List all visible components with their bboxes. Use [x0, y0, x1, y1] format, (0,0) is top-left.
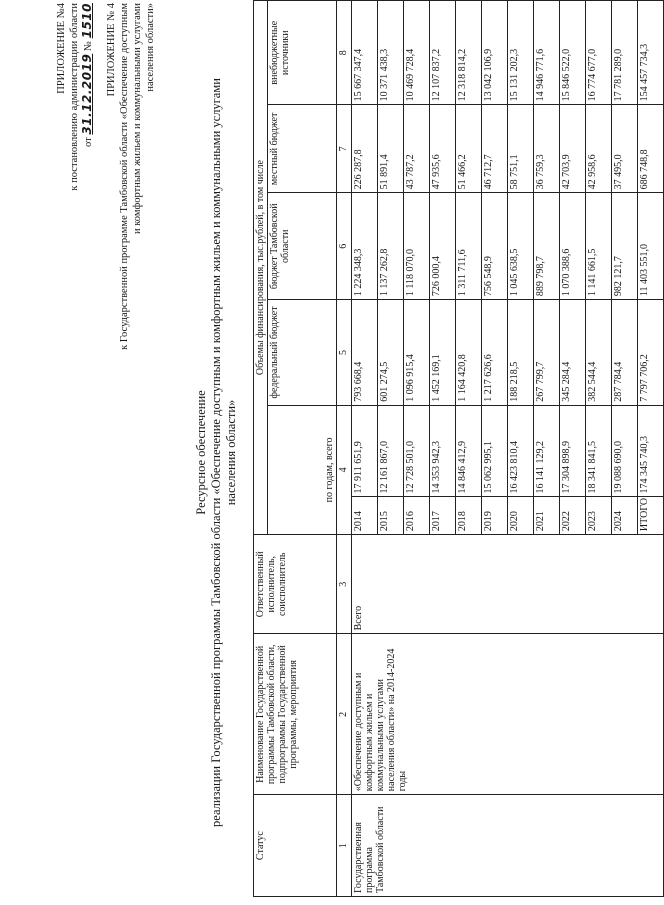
appendix-program-line2: и комфортным жильем и коммунальными услугами [132, 3, 143, 235]
document-title [194, 0, 239, 905]
column-number: 8 [337, 1, 352, 105]
cell-local: 36 759,3 [534, 105, 560, 193]
cell-local: 43 787,2 [404, 105, 430, 193]
cell-federal: 1 096 915,4 [404, 300, 430, 406]
header-local: местный бюджет [268, 105, 337, 193]
cell-extra: 15 131 202,3 [508, 1, 534, 105]
cell-local: 42 958,6 [586, 105, 612, 193]
document-title-line1: Ресурсное обеспечение [194, 390, 208, 515]
cell-local: 37 495,0 [612, 105, 638, 193]
number-prefix: № [83, 41, 94, 52]
cell-regional: 1 224 348,3 [352, 193, 378, 300]
cell-local: 51 891,4 [378, 105, 404, 193]
cell-total: 14 846 412,9 [456, 405, 482, 497]
cell-status: Государственная программа Тамбовской области [352, 795, 664, 897]
appendix-program-title: ПРИЛОЖЕНИЕ № 4 [106, 3, 117, 97]
column-number: 5 [337, 300, 352, 406]
cell-year: ИТОГО [638, 497, 664, 535]
cell-year: 2021 [534, 497, 560, 535]
cell-year: 2017 [430, 497, 456, 535]
cell-regional: 1 070 388,6 [560, 193, 586, 300]
cell-total: 15 062 995,1 [482, 405, 508, 497]
cell-regional: 1 137 262,8 [378, 193, 404, 300]
cell-extra: 14 946 771,6 [534, 1, 560, 105]
column-number-row [337, 1, 352, 897]
date-prefix: от [83, 137, 94, 147]
cell-federal: 382 544,4 [586, 300, 612, 406]
cell-year: 2016 [404, 497, 430, 535]
cell-regional: 726 000,4 [430, 193, 456, 300]
handwritten-number: 1510 [80, 3, 94, 39]
cell-federal: 1 452 169,1 [430, 300, 456, 406]
column-number: 7 [337, 105, 352, 193]
header-by-year: по годам, всего [268, 405, 337, 534]
cell-year: 2019 [482, 497, 508, 535]
cell-local: 47 935,6 [430, 105, 456, 193]
table-body [352, 1, 664, 897]
appendix-main-date-line [81, 3, 95, 191]
column-number: 3 [337, 535, 352, 634]
cell-name: «Обеспечение доступным и комфортным жильем и коммунальными услугами населения области» на 2014-2024 годы [352, 634, 664, 795]
cell-federal: 7 797 706,2 [638, 300, 664, 406]
header-executor: Ответственный исполнитель, соисполнитель [254, 535, 337, 634]
header-financing: Объемы финансирования, тыс.рублей, в том числе [254, 1, 268, 535]
table-row [352, 1, 378, 897]
cell-total: 174 345 740,3 [638, 405, 664, 497]
appendix-main-line1: к постановлению администрации области [69, 3, 80, 191]
cell-regional: 1 045 638,5 [508, 193, 534, 300]
appendix-program-line3: населения области» [145, 3, 156, 92]
header-status: Статус [254, 795, 337, 897]
handwritten-date: 31.12.2019 [80, 53, 94, 135]
cell-local: 226 287,8 [352, 105, 378, 193]
cell-year: 2018 [456, 497, 482, 535]
cell-year: 2020 [508, 497, 534, 535]
cell-regional: 1 311 711,6 [456, 193, 482, 300]
cell-federal: 793 668,4 [352, 300, 378, 406]
cell-regional: 756 548,9 [482, 193, 508, 300]
column-number: 6 [337, 193, 352, 300]
cell-extra: 16 774 677,0 [586, 1, 612, 105]
cell-federal: 287 784,4 [612, 300, 638, 406]
cell-regional: 11 403 551,0 [638, 193, 664, 300]
cell-total: 14 353 942,3 [430, 405, 456, 497]
column-number: 4 [337, 405, 352, 534]
cell-year: 2022 [560, 497, 586, 535]
cell-total: 17 304 898,9 [560, 405, 586, 497]
cell-extra: 17 781 289,0 [612, 1, 638, 105]
header-name: Наименование Государственной программы Тамбовской области, подпрограммы Государственной программы, мероприятия [254, 634, 337, 795]
header-federal: федеральный бюджет [268, 300, 337, 406]
cell-extra: 15 667 347,4 [352, 1, 378, 105]
cell-federal: 601 274,5 [378, 300, 404, 406]
cell-local: 42 703,9 [560, 105, 586, 193]
appendix-program [105, 3, 157, 350]
cell-year: 2024 [612, 497, 638, 535]
cell-total: 17 911 651,9 [352, 405, 378, 497]
document-title-line3: населения области» [224, 399, 238, 506]
financing-table [253, 0, 664, 897]
cell-extra: 10 469 728,4 [404, 1, 430, 105]
appendix-main [55, 3, 95, 191]
cell-extra: 13 042 106,9 [482, 1, 508, 105]
cell-federal: 1 217 626,6 [482, 300, 508, 406]
cell-local: 58 751,1 [508, 105, 534, 193]
document-title-line2: реализации Государственной программы Тамбовской области «Обеспечение доступным и комфортным жильем и коммунальными услугами [209, 78, 223, 827]
cell-total: 19 088 690,0 [612, 405, 638, 497]
cell-extra: 12 107 837,2 [430, 1, 456, 105]
cell-local: 686 748,8 [638, 105, 664, 193]
cell-regional: 1 118 070,0 [404, 193, 430, 300]
cell-executor: Всего [352, 535, 664, 634]
appendix-main-title: ПРИЛОЖЕНИЕ №4 [56, 3, 67, 94]
cell-federal: 1 164 420,8 [456, 300, 482, 406]
cell-total: 18 341 841,5 [586, 405, 612, 497]
cell-extra: 154 457 734,3 [638, 1, 664, 105]
cell-regional: 982 121,7 [612, 193, 638, 300]
cell-total: 16 423 810,4 [508, 405, 534, 497]
cell-extra: 15 846 522,0 [560, 1, 586, 105]
cell-local: 51 466,2 [456, 105, 482, 193]
cell-year: 2023 [586, 497, 612, 535]
header-extra: внебюджетные источники [268, 1, 337, 105]
column-number: 1 [337, 795, 352, 897]
cell-federal: 188 218,5 [508, 300, 534, 406]
table-header-row [254, 1, 268, 897]
cell-federal: 267 799,7 [534, 300, 560, 406]
cell-year: 2015 [378, 497, 404, 535]
column-number: 2 [337, 634, 352, 795]
cell-regional: 889 798,7 [534, 193, 560, 300]
cell-total: 12 161 867,0 [378, 405, 404, 497]
cell-local: 46 712,7 [482, 105, 508, 193]
cell-regional: 1 141 661,5 [586, 193, 612, 300]
cell-total: 16 141 129,2 [534, 405, 560, 497]
appendix-program-line1: к Государственной программе Тамбовской области «Обеспечение доступным [119, 3, 130, 350]
header-regional: бюджет Тамбовской области [268, 193, 337, 300]
cell-federal: 345 284,4 [560, 300, 586, 406]
cell-total: 12 728 501,0 [404, 405, 430, 497]
cell-extra: 12 318 814,2 [456, 1, 482, 105]
cell-extra: 10 371 438,3 [378, 1, 404, 105]
cell-year: 2014 [352, 497, 378, 535]
